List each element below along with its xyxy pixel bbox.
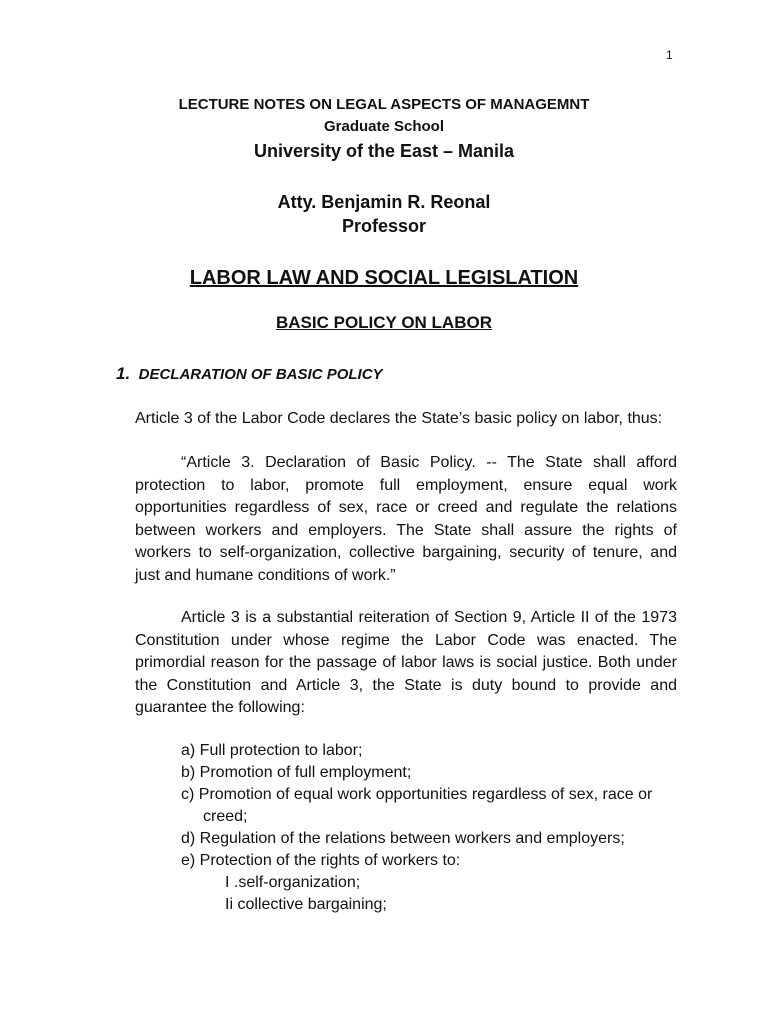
intro-paragraph: Article 3 of the Labor Code declares the State’s basic policy on labor, thus: — [135, 410, 663, 427]
university-heading: University of the East – Manila — [253, 141, 515, 161]
list-item: b) Promotion of full employment; — [181, 764, 412, 781]
section-number: 1. — [116, 364, 131, 383]
list-item: c) Promotion of equal work opportunities regardless of sex, race or — [181, 786, 653, 803]
section-title: DECLARATION OF BASIC POLICY — [138, 366, 383, 383]
list-item: a) Full protection to labor; — [181, 742, 363, 759]
sub-list-item: I .self-organization; — [225, 874, 361, 891]
document-title: LABOR LAW AND SOCIAL LEGISLATION — [189, 267, 579, 289]
school-heading: Graduate School — [323, 118, 445, 135]
lecture-heading: LECTURE NOTES ON LEGAL ASPECTS OF MANAGEMNT — [178, 96, 590, 113]
list-item: d) Regulation of the relations between workers and employers; — [181, 830, 625, 847]
quote-paragraph: “Article 3. Declaration of Basic Policy. -- The State shall afford protection to labor, promote full employment, ensure equal work opportunities regardless of sex, race or creed and regulate the relations between workers and employers. The State shall assure the rights of workers to self-organization, collective bargaining, security of tenure, and just and humane conditions of work.” — [135, 454, 677, 584]
article3-paragraph: Article 3 is a substantial reiteration of Section 9, Article II of the 1973 Constitution under whose regime the Labor Code was enacted. The primordial reason for the passage of labor laws is social justice. Both under the Constitution and Article 3, the State is duty bound to provide and guarantee the following: — [135, 609, 677, 716]
page-number: 1 — [666, 48, 673, 62]
author-role: Professor — [341, 216, 427, 236]
section-heading — [116, 364, 383, 384]
sub-list-item: Ii collective bargaining; — [225, 896, 387, 913]
document-subtitle: BASIC POLICY ON LABOR — [276, 313, 492, 332]
policy-list — [181, 740, 681, 916]
author-name: Atty. Benjamin R. Reonal — [277, 192, 491, 212]
list-item: e) Protection of the rights of workers to: — [181, 852, 461, 869]
list-item-continuation: creed; — [203, 808, 248, 825]
